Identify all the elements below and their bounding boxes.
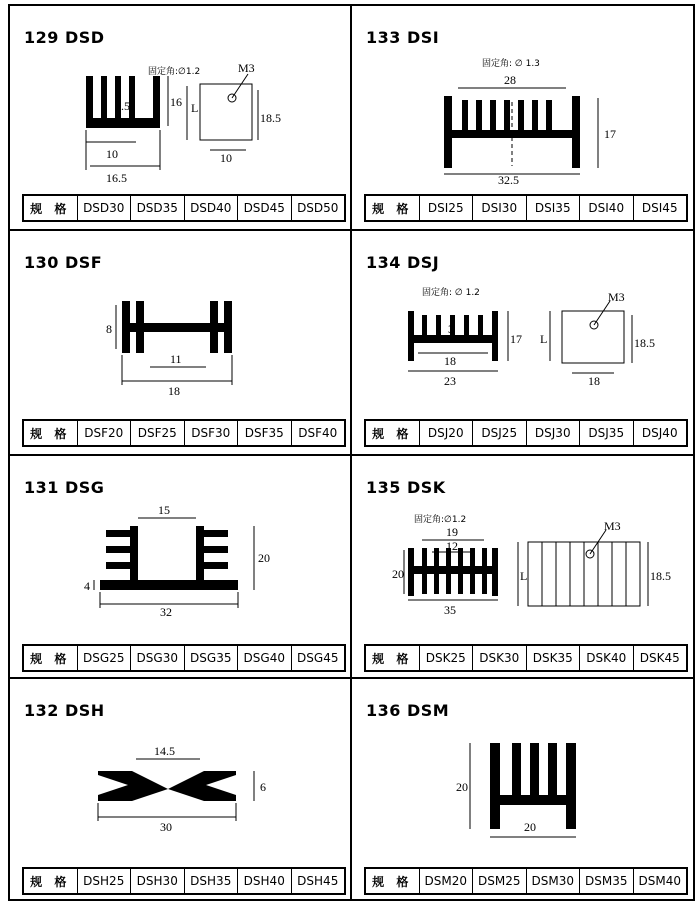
spec-cell: DSG35 [184,646,238,670]
spec-cell: DSG25 [77,646,131,670]
fix-angle-note: 固定角: ∅ 1.3 [482,59,540,69]
spec-cell: DSK35 [526,646,580,670]
spec-label: 规 格 [372,426,413,441]
spec-cell: DSH35 [184,869,238,893]
dsg-profile-drawing [10,496,350,636]
dim-bottom-width: 35 [444,603,456,617]
dim-base: 4 [84,579,90,593]
spec-cell: DSJ30 [526,421,580,445]
spec-cell: DSF40 [291,421,345,445]
dim-height: 17 [510,332,522,346]
spec-label: 规 格 [372,874,413,889]
spec-cell: DSI35 [526,196,580,220]
spec-cell: DSF20 [77,421,131,445]
spec-cell: DSH30 [130,869,184,893]
dim-length: L [191,101,199,115]
dim-inner-width: 18 [444,354,456,368]
panel-dsd [10,6,350,226]
dsk-profile-drawing [352,496,692,636]
panel-dsj [352,231,692,451]
spec-table [364,867,688,895]
dim-height: 8 [106,322,112,336]
spec-cell: DSD35 [130,196,184,220]
spec-cell: DSM20 [419,869,473,893]
dsm-profile-drawing [352,719,692,859]
dim-height: 6 [260,780,266,794]
hole-label: M3 [238,61,255,75]
dim-outer-width: 23 [444,374,456,388]
dsi-profile-drawing [352,46,692,186]
spec-table [22,644,346,672]
dim-height: 20 [456,780,468,794]
dim-height: 20 [392,567,404,581]
fix-angle-note: 固定角:∅1.2 [414,515,467,525]
spec-cell: DSK30 [472,646,526,670]
spec-label: 规 格 [372,201,413,216]
dim-top-width: 15 [158,503,170,517]
panel-dsi [352,6,692,226]
dim-hole-height: 18.5 [634,336,655,350]
panel-title: 130 DSF [24,253,103,272]
dim-bottom-width: 32.5 [498,173,519,187]
spec-cell: DSG45 [291,646,345,670]
spec-cell: DSF25 [130,421,184,445]
panel-title: 135 DSK [366,478,446,497]
panel-dsm [352,679,692,899]
dsf-profile-drawing [10,271,350,411]
dim-hole-height: 18.5 [650,569,671,583]
panel-dsk [352,456,692,676]
spec-cell: DSG30 [130,646,184,670]
spec-cell: DSF30 [184,421,238,445]
dim-plate-width: 10 [220,151,232,165]
dim-hole-height: 18.5 [260,111,281,125]
spec-table [364,194,688,222]
spec-cell: DSF35 [237,421,291,445]
panel-dsg [10,456,350,676]
spec-label: 规 格 [30,426,71,441]
spec-label: 规 格 [372,651,413,666]
spec-cell: DSJ40 [633,421,687,445]
spec-cell: DSI30 [472,196,526,220]
dim-fin: 3 [448,322,454,336]
dim-top-outer: 19 [446,525,458,539]
hole-label: M3 [604,519,621,533]
dim-fin-gap: 2.5 [115,99,130,113]
spec-cell: DSI25 [419,196,473,220]
dim-length: L [540,332,548,346]
dim-height: 16 [170,95,182,109]
spec-cell: DSK45 [633,646,687,670]
dim-height: 17 [604,127,616,141]
hole-label: M3 [608,290,625,304]
spec-cell: DSH25 [77,869,131,893]
dim-base-width: 10 [106,147,118,161]
spec-cell: DSD50 [291,196,345,220]
spec-cell: DSH45 [291,869,345,893]
spec-cell: DSJ25 [472,421,526,445]
dim-inner-width: 11 [170,352,182,366]
dsh-profile-drawing [10,719,350,859]
spec-label: 规 格 [30,874,71,889]
spec-label: 规 格 [30,201,71,216]
spec-cell: DSJ35 [579,421,633,445]
spec-cell: DSM35 [579,869,633,893]
dim-top-width: 14.5 [154,744,175,758]
spec-cell: DSM40 [633,869,687,893]
spec-cell: DSM30 [526,869,580,893]
panel-dsh [10,679,350,899]
spec-cell: DSG40 [237,646,291,670]
spec-cell: DSK40 [579,646,633,670]
panel-title: 129 DSD [24,28,105,47]
spec-cell: DSI40 [579,196,633,220]
dim-height: 20 [258,551,270,565]
dsj-profile-drawing [352,271,692,411]
spec-cell: DSD40 [184,196,238,220]
spec-table [364,419,688,447]
spec-table [22,867,346,895]
dim-width: 20 [524,820,536,834]
dim-overall-width: 16.5 [106,171,127,185]
dim-top-width: 28 [504,73,516,87]
dim-bottom-width: 30 [160,820,172,834]
panel-title: 131 DSG [24,478,105,497]
dim-bottom-width: 32 [160,605,172,619]
fix-angle-note: 固定角: ∅ 1.2 [422,288,480,298]
panel-title: 136 DSM [366,701,450,720]
dim-plate-width: 18 [588,374,600,388]
spec-cell: DSD30 [77,196,131,220]
dsd-profile-drawing [10,46,350,186]
spec-table [364,644,688,672]
spec-cell: DSK25 [419,646,473,670]
spec-cell: DSH40 [237,869,291,893]
fix-angle-note: 固定角:∅1.2 [148,67,201,77]
panel-title: 133 DSI [366,28,440,47]
spec-cell: DSJ20 [419,421,473,445]
panel-title: 132 DSH [24,701,105,720]
spec-cell: DSM25 [472,869,526,893]
spec-cell: DSD45 [237,196,291,220]
dim-length: L [520,569,528,583]
panel-dsf [10,231,350,451]
spec-table [22,419,346,447]
spec-label: 规 格 [30,651,71,666]
spec-table [22,194,346,222]
dim-top-inner: 12 [446,539,458,553]
dim-outer-width: 18 [168,384,180,398]
panel-title: 134 DSJ [366,253,440,272]
spec-cell: DSI45 [633,196,687,220]
